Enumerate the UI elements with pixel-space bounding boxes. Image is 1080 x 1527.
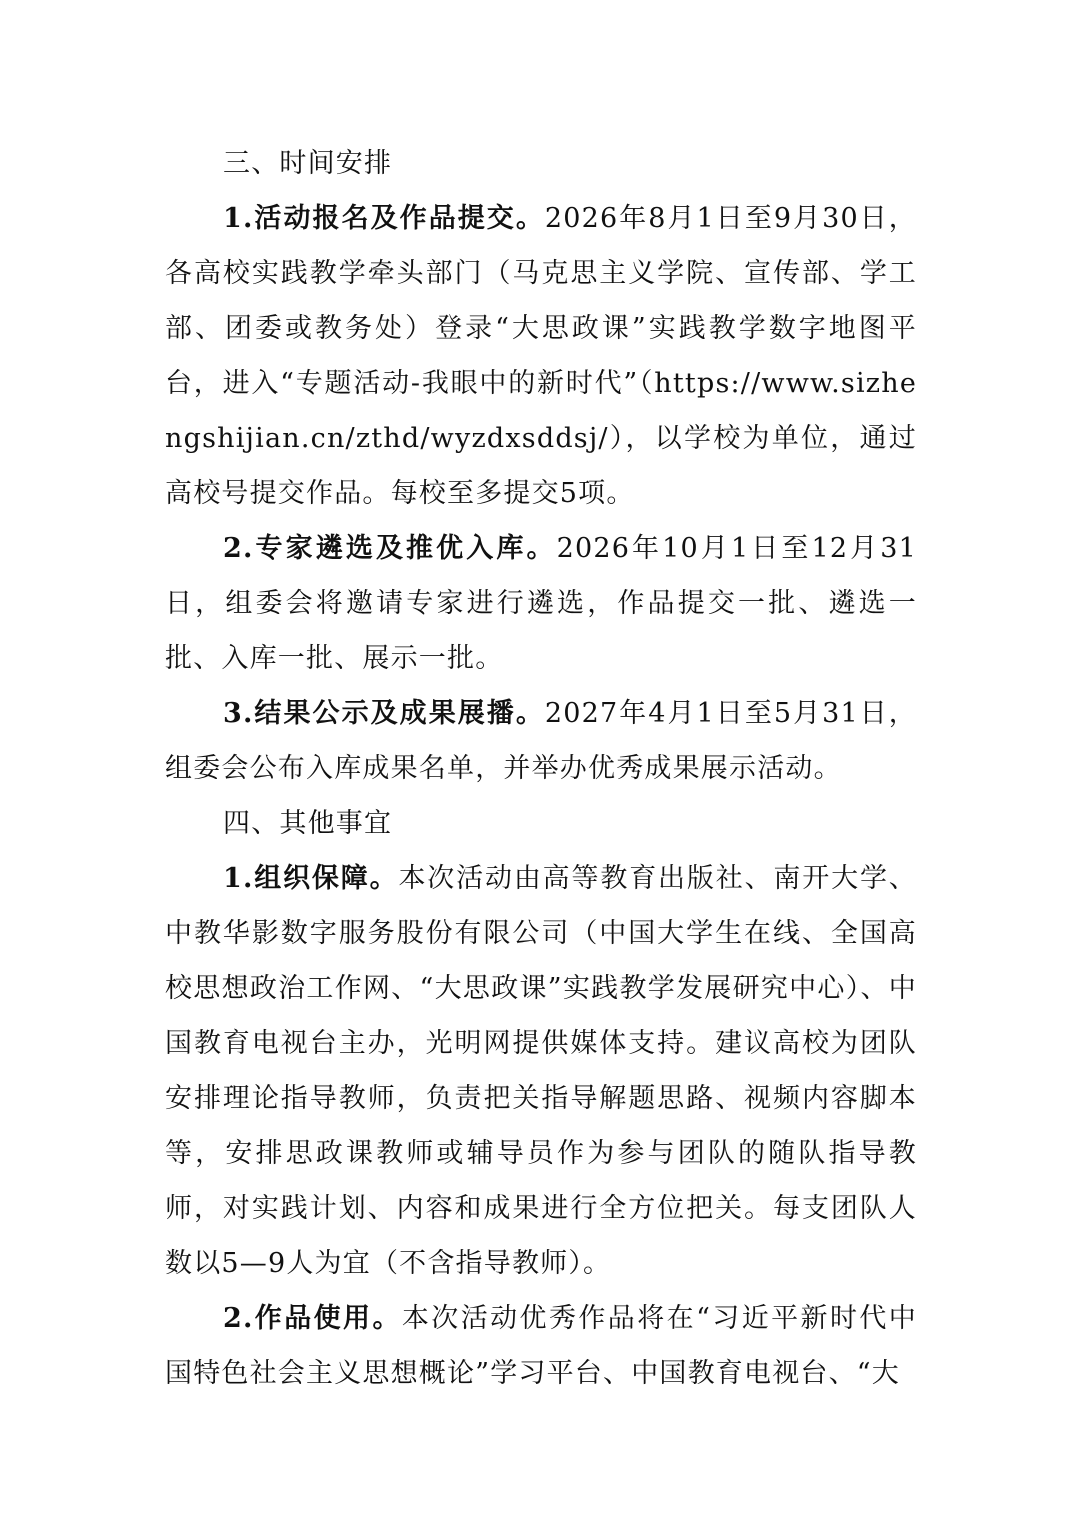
paragraph-text: 2027年4月1日至5月31日，组委会公布入库成果名单，并举办优秀成果展示活动。: [165, 698, 917, 784]
section-heading-other: 四、其他事宜: [223, 808, 393, 839]
document-body: [165, 136, 917, 1401]
paragraph-text: 2026年10月1日至12月31日，组委会将邀请专家进行遴选，作品提交一批、遴选一批、入库一批、展示一批。: [165, 533, 917, 674]
paragraph-lead: 2.作品使用。: [223, 1303, 402, 1334]
paragraph-lead: 1.活动报名及作品提交。: [223, 203, 545, 234]
paragraph-lead: 1.组织保障。: [223, 863, 399, 894]
paragraph-lead: 3.结果公示及成果展播。: [223, 698, 545, 729]
paragraph-text: 2026年8月1日至9月30日，各高校实践教学牵头部门（马克思主义学院、宣传部、学工部、团委或教务处）登录“大思政课”实践教学数字地图平台，进入“专题活动-我眼中的新时代”（https://www.sizhengshijian.cn/zthd/wyzdxsddsj/），以学校为单位，通过高校号提交作品。每校至多提交5项。: [165, 203, 917, 509]
section-heading-time: 三、时间安排: [223, 148, 393, 179]
paragraph-time-2: [165, 521, 917, 686]
paragraph-text: 本次活动优秀作品将在“习近平新时代中国特色社会主义思想概论”学习平台、中国教育电视台、“大: [165, 1303, 917, 1389]
paragraph-lead: 2.专家遴选及推优入库。: [223, 533, 557, 564]
paragraph-time-1: [165, 191, 917, 521]
paragraph-time-3: [165, 686, 917, 796]
paragraph-other-1: [165, 851, 917, 1291]
paragraph-text: 本次活动由高等教育出版社、南开大学、中教华影数字服务股份有限公司（中国大学生在线、全国高校思想政治工作网、“大思政课”实践教学发展研究中心）、中国教育电视台主办，光明网提供媒体支持。建议高校为团队安排理论指导教师，负责把关指导解题思路、视频内容脚本等，安排思政课教师或辅导员作为参与团队的随队指导教师，对实践计划、内容和成果进行全方位把关。每支团队人数以5—9人为宜（不含指导教师）。: [165, 863, 917, 1279]
paragraph-other-2: [165, 1291, 917, 1401]
